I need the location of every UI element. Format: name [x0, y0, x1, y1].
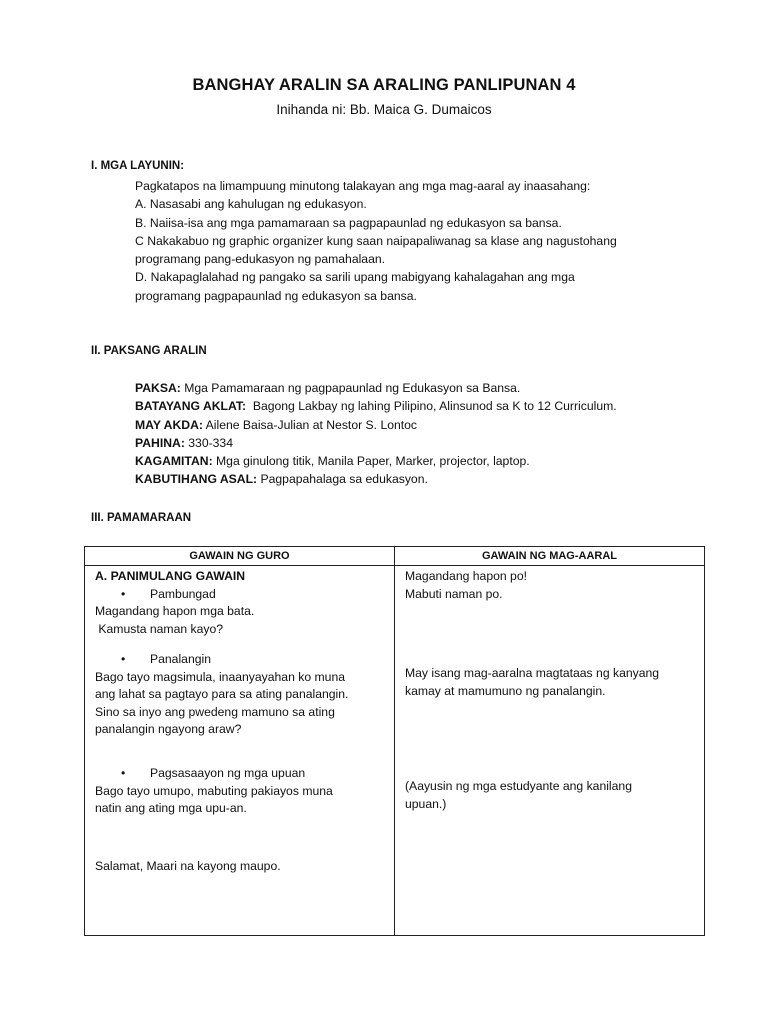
column-header-mag-aaral: GAWAIN NG MAG-AARAL — [395, 547, 705, 566]
layunin-line: programang pang-edukasyon ng pamahalaan. — [135, 252, 386, 267]
panimulang-gawain-heading: A. PANIMULANG GAWAIN — [95, 569, 246, 583]
layunin-line: A. Nasasabi ang kahulugan ng edukasyon. — [135, 197, 367, 212]
text-line: Magandang hapon mga bata. — [95, 604, 255, 618]
text-line: panalangin ngayong araw? — [95, 722, 242, 736]
document-title: BANGHAY ARALIN SA ARALING PANLIPUNAN 4 — [192, 76, 576, 94]
bullet-icon: • — [121, 586, 126, 601]
item-value: 330-334 — [184, 435, 233, 450]
bullet-item: • Pagsasaayon ng mga upuan — [95, 765, 384, 783]
mag-aaral-cell — [395, 566, 705, 936]
layunin-line: C Nakakabuo ng graphic organizer kung saan naipapaliwanag sa klase ang nagustohang — [135, 233, 617, 248]
item-value: Mga ginulong titik, Manila Paper, Marker, projector, laptop. — [212, 454, 530, 469]
may-akda-item — [135, 416, 617, 434]
item-value: Ailene Baisa-Julian at Nestor S. Lontoc — [202, 417, 418, 432]
bullet-icon: • — [121, 766, 126, 780]
bullet-icon: • — [121, 652, 126, 666]
activities-table — [84, 546, 705, 936]
kabutihang-asal-item — [135, 470, 617, 488]
text-line: natin ang ating mga upu-an. — [95, 801, 247, 815]
item-label: PAKSA: — [135, 381, 181, 395]
bullet-item: • Panalangin — [95, 651, 384, 669]
pahina-item — [135, 434, 617, 452]
column-header-guro: GAWAIN NG GURO — [85, 547, 395, 566]
paksa-item — [135, 379, 617, 397]
item-label: KAGAMITAN: — [135, 454, 213, 469]
response-line: Mabuti naman po. — [405, 586, 503, 601]
section-layunin-heading: I. MGA LAYUNIN: — [91, 160, 185, 172]
text-line: Bago tayo magsimula, inaanyayahan ko muna — [95, 669, 345, 684]
kagamitan-item — [135, 452, 617, 470]
item-label: BATAYANG AKLAT: — [135, 399, 247, 414]
text-line: ang lahat sa pagtayo para sa ating panalangin. — [95, 687, 349, 701]
response-line: Magandang hapon po! — [405, 569, 527, 583]
response-line: May isang mag-aaralna magtataas ng kanyang — [405, 666, 660, 680]
text-line: Sino sa inyo ang pwedeng mamuno sa ating — [95, 704, 335, 719]
bullet-item: • Pambungad — [95, 586, 384, 604]
layunin-line: B. Naiisa-isa ang mga pamamaraan sa pagpapaunlad ng edukasyon sa bansa. — [135, 215, 562, 230]
layunin-line: D. Nakapaglalahad ng pangako sa sarili upang mabigyang kahalagahan ang mga — [135, 270, 575, 285]
document-subtitle: Inihanda ni: Bb. Maica G. Dumaicos — [276, 102, 492, 117]
closing-line: Salamat, Maari na kayong maupo. — [95, 859, 281, 873]
guro-cell — [85, 566, 395, 936]
table-header-row — [85, 547, 705, 566]
response-line: kamay at mamumuno ng panalangin. — [405, 683, 606, 698]
section-pamamaraan-heading: III. PAMAMARAAN — [91, 512, 192, 524]
response-line: (Aayusin ng mga estudyante ang kanilang — [405, 779, 632, 793]
item-value: Pagpapahalaga sa edukasyon. — [257, 472, 428, 487]
section-layunin-body — [135, 177, 617, 305]
item-label: KABUTIHANG ASAL: — [135, 472, 258, 487]
response-line: upuan.) — [405, 796, 447, 811]
text-line: Bago tayo umupo, mabuting pakiayos muna — [95, 783, 333, 798]
batayang-aklat-item — [135, 397, 617, 415]
item-label: MAY AKDA: — [135, 417, 203, 432]
text-line: Kamusta naman kayo? — [95, 621, 224, 636]
section-paksang-aralin-body — [135, 379, 617, 489]
item-label: PAHINA: — [135, 435, 185, 450]
item-value: Mga Pamamaraan ng pagpapaunlad ng Edukasyon sa Bansa. — [180, 381, 521, 395]
item-value: Bagong Lakbay ng lahing Pilipino, Alinsunod sa K to 12 Curriculum. — [246, 399, 617, 414]
layunin-line: programang pagpapaunlad ng edukasyon sa bansa. — [135, 288, 417, 303]
layunin-line: Pagkatapos na limampuung minutong talakayan ang mga mag-aaral ay inaasahang: — [135, 179, 591, 193]
section-paksang-aralin-heading: II. PAKSANG ARALIN — [91, 345, 207, 357]
table-row — [85, 566, 705, 936]
